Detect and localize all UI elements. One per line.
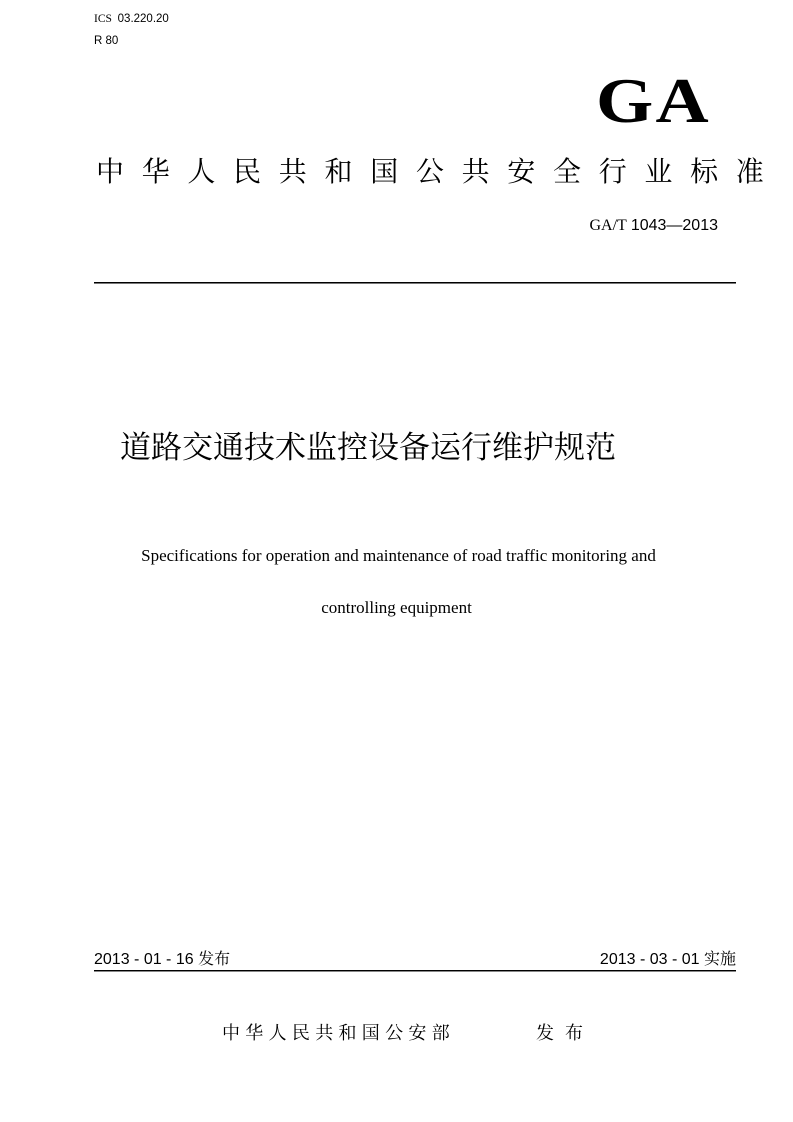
ics-label: ICS <box>94 13 112 25</box>
publisher: 中华人民共和国公安部 <box>222 1023 455 1044</box>
document-title-en-line2: controlling equipment <box>321 598 472 617</box>
ga-logo: GA <box>596 65 711 136</box>
implementation-date: 2013 - 03 - 01 实施 <box>599 951 736 968</box>
standard-number-prefix: GA/T <box>589 217 627 234</box>
standard-category-title: 中华人民共和国公共安全行业标准 <box>96 155 782 188</box>
footer-divider <box>94 970 736 972</box>
publish-label: 发布 <box>536 1023 594 1044</box>
ics-value: 03.220.20 <box>117 13 169 25</box>
document-title-en-line1-text: Specifications for operation and maintenance of road traffic monitoring and <box>141 546 656 565</box>
classification-code: R 80 <box>94 35 119 47</box>
issue-date: 2013 - 01 - 16 发布 <box>94 951 231 968</box>
standard-number <box>589 216 718 236</box>
header-divider <box>94 282 736 284</box>
ics-code <box>94 12 169 26</box>
standard-number-value: 1043—2013 <box>630 217 718 234</box>
document-title-zh: 道路交通技术监控设备运行维护规范 <box>120 430 616 466</box>
document-title-en-line1 <box>0 545 793 567</box>
